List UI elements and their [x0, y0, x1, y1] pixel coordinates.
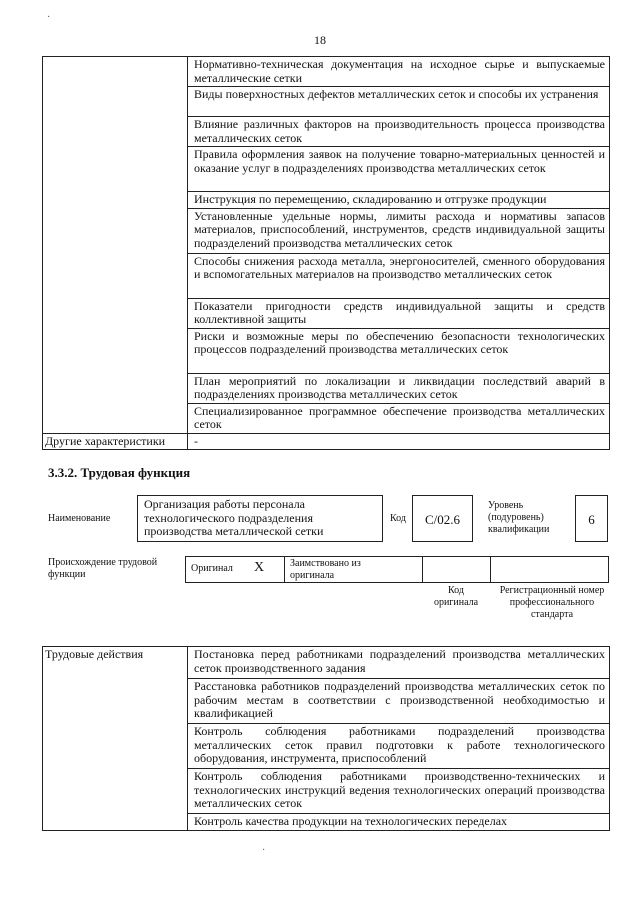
reg-number-caption: Регистрационный номер профессионального стандарта [499, 585, 605, 620]
code-label: Код [390, 513, 406, 524]
knowledge-item: План мероприятий по локализации и ликвидации последствий аварий в подразделениях производства металлических сеток [188, 373, 610, 403]
knowledge-item: Инструкция по перемещению, складированию и отгрузке продукции [188, 192, 610, 209]
table-row [43, 433, 610, 450]
knowledge-table [42, 56, 610, 450]
action-item: Контроль соблюдения работниками производственно-технических и технологических инструкций ведения технологических операций производства металлических сеток [188, 769, 610, 814]
actions-table [42, 646, 610, 831]
knowledge-item: Риски и возможные меры по обеспечению безопасности технологических процессов подразделений производства металлических сеток [188, 328, 610, 373]
knowledge-item: Показатели пригодности средств индивидуальной защиты и средств коллективной защиты [188, 298, 610, 328]
section-title: 3.3.2. Трудовая функция [48, 465, 191, 480]
knowledge-label-cell [43, 57, 188, 434]
action-item: Постановка перед работниками подразделений производства металлических сеток производственного задания [188, 647, 610, 679]
function-name-value: Организация работы персонала технологического подразделения производства металлической сетки [144, 497, 324, 538]
original-label: Оригинал [191, 563, 233, 574]
code-value: C/02.6 [424, 512, 461, 527]
name-label: Наименование [48, 513, 111, 524]
origin-box [185, 556, 609, 583]
action-item: Контроль соблюдения работниками подразделений производства металлических сеток правил подготовки к работе технологического оборудования, инструмента, приспособлений [188, 724, 610, 769]
origin-divider [284, 556, 285, 583]
actions-label: Трудовые действия [43, 647, 188, 831]
code-original-caption: Код оригинала [433, 585, 479, 608]
knowledge-item: Специализированное программное обеспечение производства металлических сеток [188, 403, 610, 433]
table-row [43, 57, 610, 87]
table-row [43, 647, 610, 679]
function-name-box [137, 495, 383, 542]
action-item: Расстановка работников подразделений производства металлических сеток по рабочим местам в соответствии с производственной необходимостью и квалификацией [188, 679, 610, 724]
other-characteristics-label: Другие характеристики [43, 433, 188, 450]
knowledge-item: Влияние различных факторов на производительность процесса производства металлических сеток [188, 117, 610, 147]
code-box [412, 495, 473, 542]
knowledge-item: Способы снижения расхода металла, энергоносителей, сменного оборудования и вспомогательных материалов на производство металлических сеток [188, 253, 610, 298]
knowledge-item: Правила оформления заявок на получение товарно-материальных ценностей и оказание услуг в подразделениях производства металлических сеток [188, 147, 610, 192]
origin-divider [422, 556, 423, 583]
page-number: 18 [314, 33, 326, 47]
other-characteristics-value: - [188, 433, 610, 450]
level-label: Уровень (подуровень) квалификации [488, 500, 550, 535]
original-mark: X [254, 560, 265, 575]
knowledge-item: Виды поверхностных дефектов металлических сеток и способы их устранения [188, 87, 610, 117]
origin-divider [490, 556, 491, 583]
action-item: Контроль качества продукции на технологических переделах [188, 814, 610, 831]
scan-speck: · [262, 845, 266, 856]
level-box [575, 495, 608, 542]
knowledge-item: Установленные удельные нормы, лимиты расхода и нормативы запасов материалов, приспособлений, инструментов, средств индивидуальной защиты подразделений производства металлических сеток [188, 208, 610, 253]
knowledge-item: Нормативно-техническая документация на исходное сырье и выпускаемые металлические сетки [188, 57, 610, 87]
borrowed-label: Заимствовано из оригинала [290, 558, 361, 581]
scan-speck: · [47, 12, 51, 23]
origin-label: Происхождение трудовой функции [48, 557, 158, 580]
level-value: 6 [588, 512, 595, 527]
